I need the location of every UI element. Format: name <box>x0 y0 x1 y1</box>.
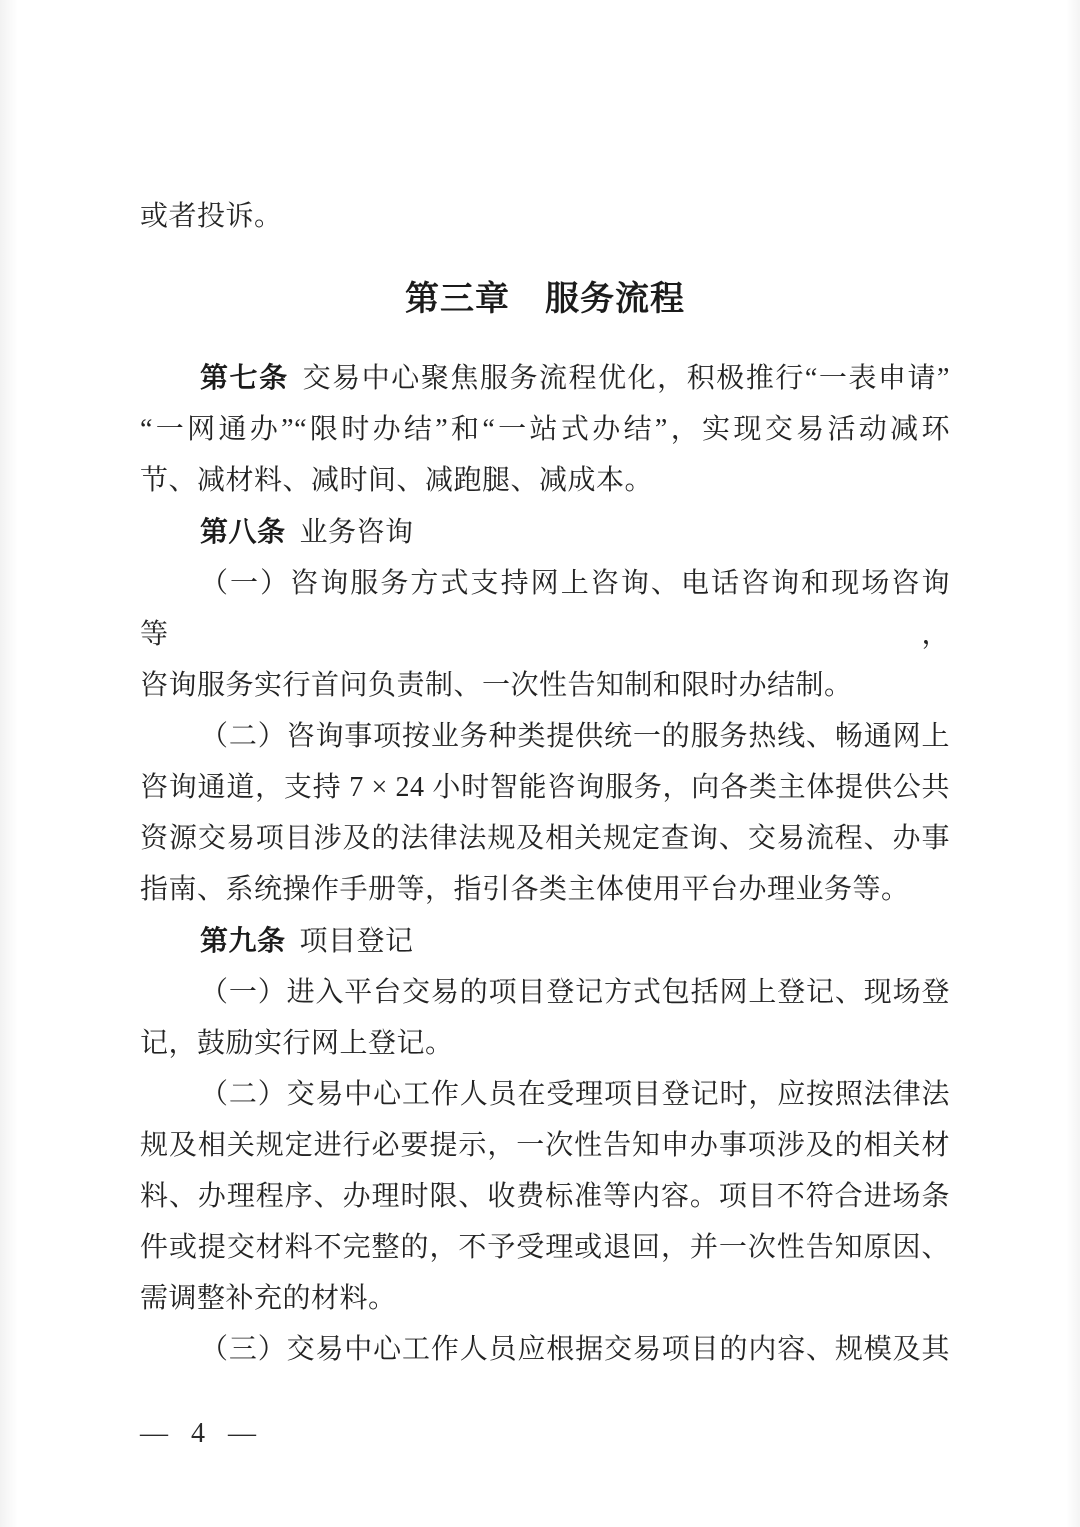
document-line <box>140 506 950 558</box>
document-line: 或者投诉。 <box>140 201 283 232</box>
document-line <box>140 352 950 404</box>
article-number: 第七条 <box>200 362 289 393</box>
document-line: 指南、系统操作手册等，指引各类主体使用平台办理业务等。 <box>140 874 910 905</box>
line-text: 项目登记 <box>299 926 414 957</box>
document-line: 咨询通道，支持 7 × 24 小时智能咨询服务，向各类主体提供公共 <box>140 772 950 803</box>
document-line: “一网通办”“限时办结”和“一站式办结”，实现交易活动减环 <box>140 414 950 445</box>
document-line: （一）咨询服务方式支持网上咨询、电话咨询和现场咨询等， <box>140 568 950 650</box>
document-line: 规及相关规定进行必要提示，一次性告知申办事项涉及的相关材 <box>140 1130 950 1161</box>
document-line: 咨询服务实行首问负责制、一次性告知制和限时办结制。 <box>140 670 853 701</box>
document-line: 节、减材料、减时间、减跑腿、减成本。 <box>140 465 654 496</box>
document-body <box>140 191 950 1375</box>
document-line: 件或提交材料不完整的，不予受理或退回，并一次性告知原因、 <box>140 1232 950 1263</box>
document-line: （一）进入平台交易的项目登记方式包括网上登记、现场登 <box>200 977 950 1008</box>
document-line <box>140 915 950 967</box>
line-text: 交易中心聚焦服务流程优化，积极推行“一表申请” <box>302 363 950 394</box>
document-line: 料、办理程序、办理时限、收费标准等内容。项目不符合进场条 <box>140 1181 950 1212</box>
document-line: （二）咨询事项按业务种类提供统一的服务热线、畅通网上 <box>200 721 950 752</box>
chapter-heading: 第三章 服务流程 <box>405 280 685 318</box>
document-line: 资源交易项目涉及的法律法规及相关规定查询、交易流程、办事 <box>140 823 950 854</box>
page-number: — 4 — <box>140 1418 264 1449</box>
document-line: 需调整补充的材料。 <box>140 1283 397 1314</box>
document-line: （二）交易中心工作人员在受理项目登记时，应按照法律法 <box>200 1079 950 1110</box>
article-number: 第八条 <box>200 516 286 547</box>
document-line: （三）交易中心工作人员应根据交易项目的内容、规模及其 <box>200 1334 950 1365</box>
article-number: 第九条 <box>200 925 286 956</box>
line-text: 业务咨询 <box>299 517 414 548</box>
document-line: 记，鼓励实行网上登记。 <box>140 1028 454 1059</box>
